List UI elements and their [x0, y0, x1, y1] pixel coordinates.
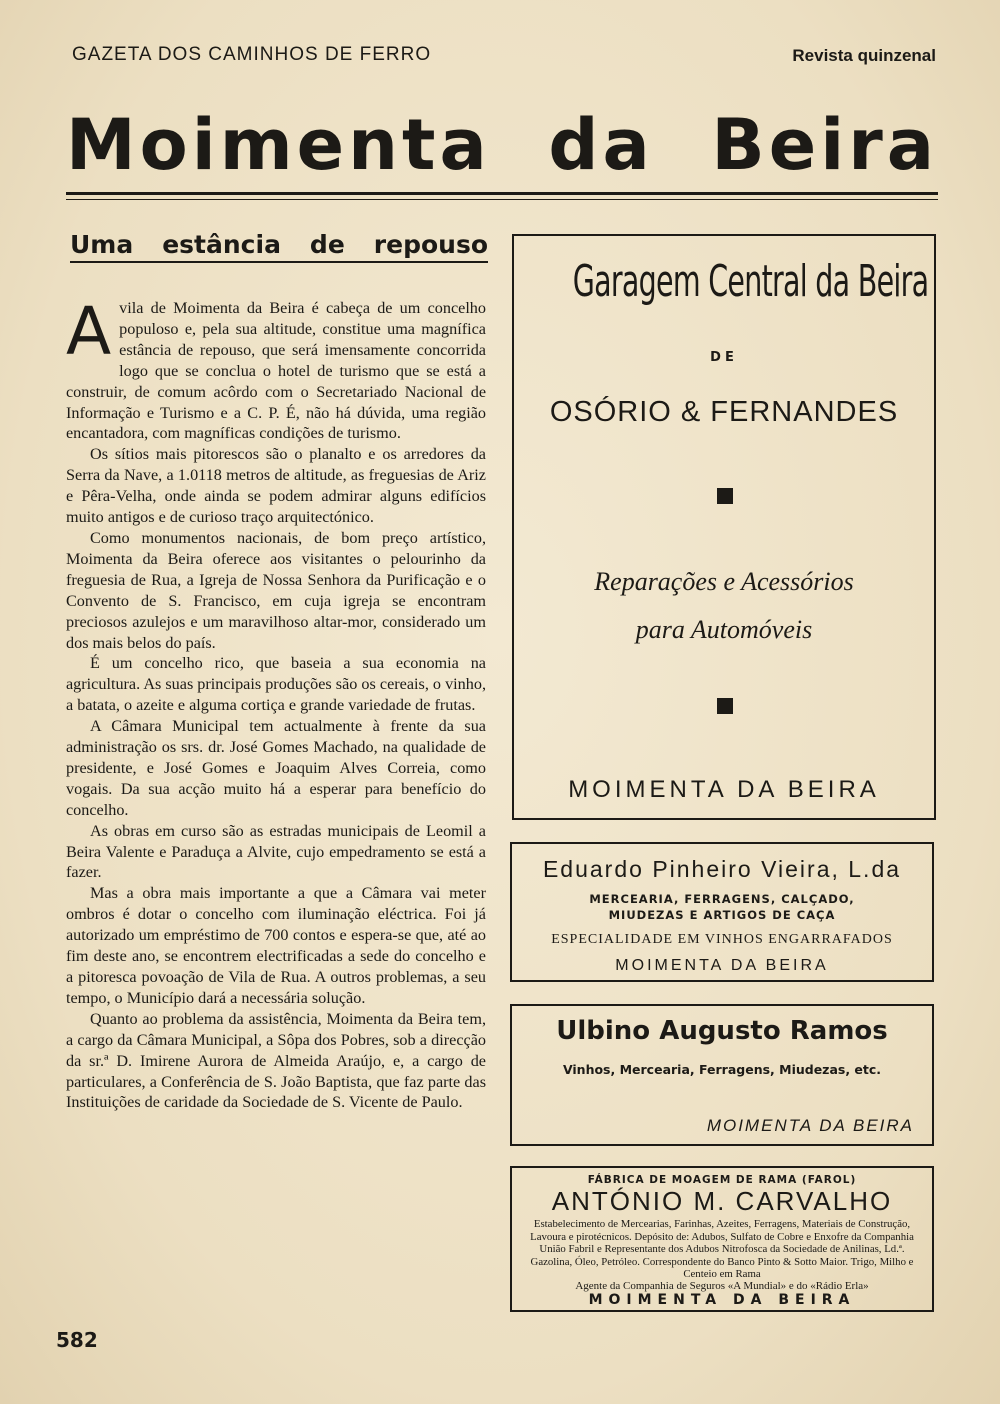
ad-agent-line: Agente da Companhia de Seguros «A Mundial» e do «Rádio Erla» — [575, 1280, 869, 1292]
ad-eduardo-pinheiro — [510, 842, 934, 982]
ad-location: MOIMENTA DA BEIRA — [568, 776, 880, 803]
ad-description: Estabelecimento de Mercearias, Farinhas, Azeites, Ferragens, Materiais de Construção, Lavoura e pirotécnicos. Depósito de: Adubos, Sulfato de Cobre e Enxofre da Companhia União Fabril e Representante dos Adubos Nitrofosca da Sociedade de Anilinas, Ld.ª. Gazolina, Óleo, Petróleo. Correspondente do Banco Pinto & Sotto Maior. Trigo, Milho e Centeio em Rama — [530, 1218, 914, 1281]
page-number: 582 — [56, 1328, 98, 1352]
article-paragraph: A Câmara Municipal tem actualmente à frente da sua administração os srs. dr. José Gomes Machado, na qualidade de presidente, e José Gomes e Joaquim Alves Correia, como vogais. Da sua acção muito há a esperar para benefício do concelho. — [66, 717, 486, 819]
ad-factory-label: FÁBRICA DE MOAGEM DE RAMA (FAROL) — [587, 1174, 857, 1186]
ad-de-label: DE — [710, 350, 738, 365]
periodicity-label: Revista quinzenal — [792, 46, 936, 65]
drop-cap: A — [66, 293, 112, 370]
article-paragraph: Quanto ao problema da assistência, Moimenta da Beira tem, a cargo da Câmara Municipal, a Sôpa dos Pobres, sob a direcção da sr.ª D. Imirene Aurora de Almeida Araújo, e, a cargo de particulares, a Conferência de S. João Baptista, que faz parte das Instituições de caridade da Sociedade de S. Vicente de Paulo. — [66, 1009, 486, 1112]
ad-title: Eduardo Pinheiro Vieira, L.da — [542, 856, 902, 882]
ad-title: Garagem Central da Beira — [572, 256, 929, 307]
masthead-rule-thin — [66, 199, 938, 200]
ad-garagem-central — [512, 234, 936, 820]
article-subtitle: Uma estância de repouso — [70, 230, 488, 263]
ad-line: MERCEARIA, FERRAGENS, CALÇADO, — [589, 892, 855, 906]
article-paragraph: Os sítios mais pitorescos são o planalto e os arredores da Serra da Nave, a 1.0118 metros de altitude, as freguesias de Ariz e Pêra-Velha, onde ainda se podem admirar alguns edifícios muito antigos e de curioso traço arquitectónico. — [66, 445, 486, 527]
ad-speciality: ESPECIALIDADE EM VINHOS ENGARRAFADOS — [551, 932, 893, 947]
square-ornament-icon — [717, 698, 733, 714]
article-paragraph: É um concelho rico, que baseia a sua economia na agricultura. As suas principais produções são os cereais, o vinho, a batata, o azeite e alguma cortiça e grande variedade de frutas. — [66, 654, 486, 715]
article-body — [66, 293, 486, 1113]
ad-firm-name: OSÓRIO & FERNANDES — [549, 396, 899, 428]
ad-description: Vinhos, Mercearia, Ferragens, Miudezas, etc. — [562, 1062, 882, 1077]
square-ornament-icon — [717, 488, 733, 504]
masthead-rule-thick — [66, 192, 938, 195]
article-paragraph: Avila de Moimenta da Beira é cabeça de um concelho populoso e, pela sua altitude, constitue uma magnífica estância de repouso, que será imensamente concorrida logo que se conclua o hotel de turismo que se está a construir, de comum acôrdo com o Secretariado Nacional de Informação e Turismo e a C. P. É, não há dúvida, uma região encantadora, com magníficas condições de turismo. — [66, 293, 486, 443]
ad-title: Ulbino Augusto Ramos — [556, 1016, 888, 1046]
article-paragraph: Mas a obra mais importante a que a Câmara vai meter ombros é dotar o concelho com iluminação eléctrica. Foi já autorizado um empréstimo de 700 contos e espera-se que, até ao fim deste ano, se encontrem electrificadas a sede do concelho e a pitoresca povoação de Vila de Rua. A outros problemas, a seu tempo, o Município dará a necessária solução. — [66, 884, 486, 1007]
article-paragraph: Como monumentos nacionais, de bom preço artístico, Moimenta da Beira oferece aos visitantes o pelourinho da freguesia de Rua, a Igreja de Nossa Senhora da Purificação e o Convento de S. Francisco, em cuja igreja se encontram preciosos azulejos e um maravilhoso altar-mor, considerado um dos mais belos do país. — [66, 528, 486, 652]
ad-location: MOIMENTA DA BEIRA — [588, 1292, 856, 1308]
ad-location: MOIMENTA DA BEIRA — [615, 957, 829, 974]
ad-location: MOIMENTA DA BEIRA — [706, 1116, 914, 1135]
ad-antonio-carvalho — [510, 1166, 934, 1312]
masthead-title: Moimenta da Beira — [66, 104, 938, 186]
publication-title: GAZETA DOS CAMINHOS DE FERRO — [72, 44, 432, 65]
ad-services: Reparações e Acessórios para Automóveis — [594, 567, 854, 644]
ad-ulbino-ramos — [510, 1004, 934, 1146]
ad-line: MIUDEZAS E ARTIGOS DE CAÇA — [608, 908, 836, 922]
article-paragraph: As obras em curso são as estradas municipais de Leomil a Beira Valente e Paraduça a Alvite, cujo empedramento se está a fazer. — [66, 821, 486, 882]
ad-title: ANTÓNIO M. CARVALHO — [551, 1186, 893, 1216]
